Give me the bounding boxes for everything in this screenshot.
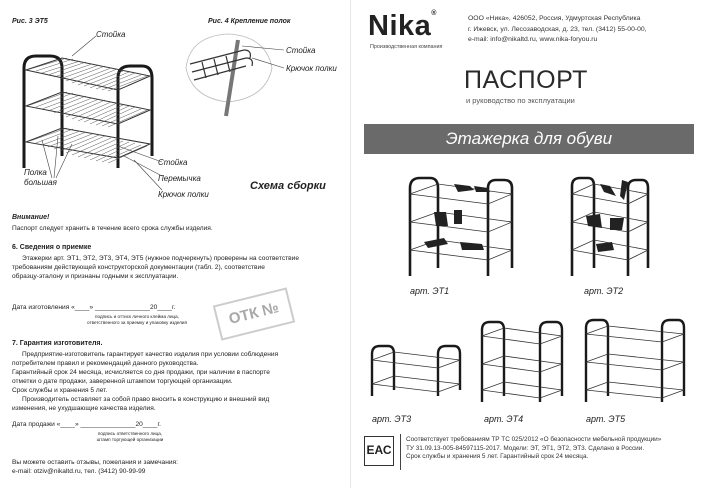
section7-line: Производитель оставляет за собой право вносить в конструкцию и внешний вид	[22, 396, 270, 403]
fig3-caption: Рис. 3 ЭТ5	[12, 18, 48, 25]
rack-et4-image	[478, 316, 568, 406]
attention-title: Внимание!	[12, 214, 50, 221]
signature-note-line: ответственного за приемку и упаковку изделия	[87, 320, 187, 325]
fig4-label-hook: Крючок полки	[286, 64, 337, 73]
model-label-et1: арт. ЭТ1	[410, 286, 450, 296]
doc-title: ПАСПОРТ	[464, 66, 588, 94]
section6-line: требованиям действующей конструкторской документации (табл. 2), соответствие	[12, 264, 265, 271]
page-divider	[350, 0, 351, 488]
signature-note	[62, 314, 212, 326]
sale-note-line: подпись ответственного лица,	[97, 431, 163, 436]
signature-note-line: подпись и оттиск личного клейма лица,	[95, 314, 179, 319]
footer-line: Срок службы и хранения 5 лет. Гарантийный срок 24 месяца.	[406, 453, 589, 461]
contact-line: г. Ижевск, ул. Лесозаводская, д. 23, тел. (3412) 55-00-00,	[468, 25, 647, 33]
rack-et1-image	[404, 172, 524, 282]
footer-line: ТУ 31.09.13-005-84597115-2017. Модели: ЭТ, ЭТ1, ЭТ2, ЭТ3. Сделано в России.	[406, 444, 645, 452]
model-label-et3: арт. ЭТ3	[372, 414, 412, 424]
footer-line: Соответствует требованиям ТР ТС 025/2012 «О безопасности мебельной продукции»	[406, 436, 662, 443]
sale-note	[80, 431, 180, 443]
rack-et2-image	[566, 172, 656, 282]
assembly-title: Схема сборки	[250, 180, 326, 192]
rack-et5-image	[582, 314, 692, 406]
feedback-block	[12, 458, 178, 476]
section7-line: Срок службы и хранения 5 лет.	[12, 387, 108, 394]
sale-date-line: Дата продажи «____» _______________20____г.	[12, 421, 161, 428]
brand-name: Nika	[368, 10, 432, 42]
contact-line: ООО «Ника», 426052, Россия, Удмуртская Республика	[468, 15, 641, 22]
label-shelf-hook: Крючок полки	[158, 190, 209, 199]
fig4-label-post: Стойка	[286, 46, 316, 55]
section6-body	[12, 254, 342, 281]
section7-line: отметки о дате продажи, заверенной штампом торгующей организации.	[12, 378, 233, 385]
attention-text: Паспорт следует хранить в течение всего срока службы изделия.	[12, 225, 213, 232]
eac-mark: ЕАС	[364, 436, 394, 466]
label-crossbar: Перемычка	[158, 174, 201, 183]
footer-separator	[400, 434, 401, 470]
label-post-top: Стойка	[96, 30, 126, 39]
mfg-date-line: Дата изготовления «____» _______________20____г.	[12, 304, 176, 311]
fig4-caption: Рис. 4 Крепление полок	[208, 18, 291, 25]
model-label-et2: арт. ЭТ2	[584, 286, 624, 296]
contacts-block	[468, 14, 647, 46]
product-banner: Этажерка для обуви	[364, 124, 694, 154]
contact-line: e-mail: info@nikaltd.ru, www.nika-foryou.ru	[468, 36, 598, 43]
section6-line: Этажерки арт. ЭТ1, ЭТ2, ЭТ3, ЭТ4, ЭТ5 (нужное подчеркнуть) проверены на соответствие	[22, 255, 300, 262]
section7-title: 7. Гарантия изготовителя.	[12, 340, 103, 347]
label-shelf-large: Полка большая	[24, 168, 57, 187]
section7-body	[12, 350, 342, 413]
section7-line: изменения, не ухудшающие качества изделия.	[12, 405, 156, 412]
label-post-mid: Стойка	[158, 158, 188, 167]
footer-compliance	[406, 436, 661, 462]
rack-et3-image	[368, 340, 468, 400]
feedback-line: Вы можете оставить отзывы, пожелания и замечания:	[12, 459, 178, 466]
feedback-email: e-mail: otziv@nikaltd.ru, тел. (3412) 90-99-99	[12, 468, 146, 475]
section7-line: потребителем правил и рекомендаций данного руководства.	[12, 360, 199, 367]
brand-subtitle: Производственная компания	[370, 44, 443, 50]
brand-registered: ®	[431, 10, 437, 17]
section6-title: 6. Сведения о приемке	[12, 244, 92, 251]
brand-logo	[368, 10, 437, 43]
doc-subtitle: и руководство по эксплуатации	[466, 96, 575, 105]
section7-line: Предприятие-изготовитель гарантирует качество изделия при условии соблюдения	[22, 351, 279, 358]
model-label-et4: арт. ЭТ4	[484, 414, 524, 424]
section6-line: образцу-эталону и признаны годными к эксплуатации.	[12, 273, 179, 280]
section7-line: Гарантийный срок 24 месяца, исчисляется со дня продажи, при наличии в паспорте	[12, 369, 270, 376]
model-label-et5: арт. ЭТ5	[586, 414, 626, 424]
otk-stamp: ОТК №	[213, 287, 295, 340]
sale-note-line: штамп торгующей организации	[96, 437, 164, 442]
fig4-mount-detail	[180, 28, 290, 118]
